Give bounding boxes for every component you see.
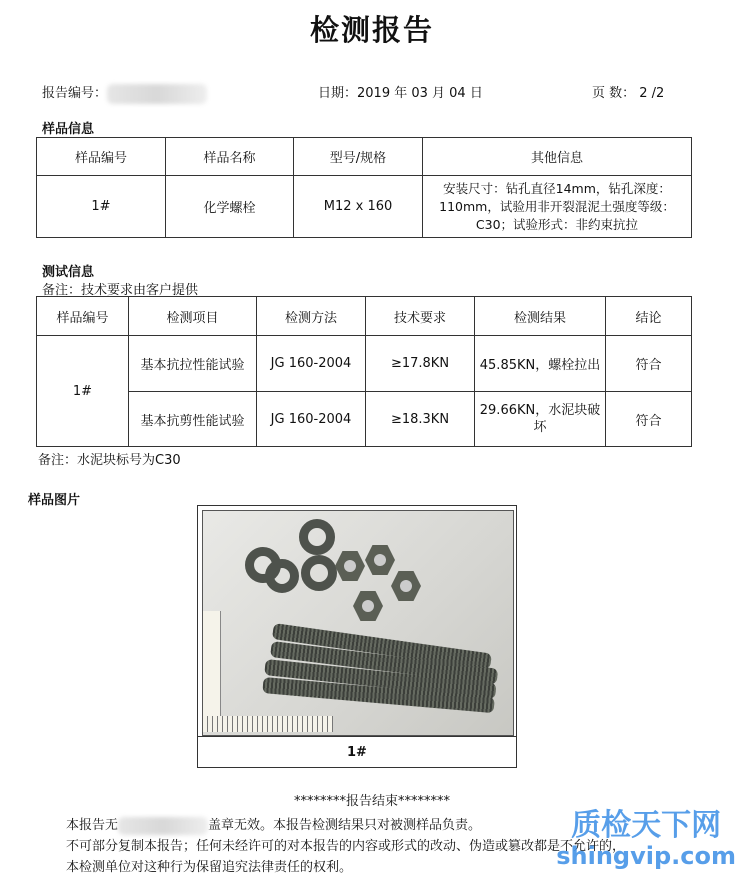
sample-photo (202, 510, 514, 736)
sample-no-cell: 1# (37, 336, 129, 447)
test-footnote: 备注：水泥块标号为C30 (38, 453, 181, 468)
statement-line (66, 815, 481, 836)
table-header-row (37, 297, 692, 336)
page-title: 检测报告 (309, 13, 434, 47)
test-item-cell: 基本抗剪性能试验 (129, 392, 257, 447)
watermark-logo (556, 810, 736, 870)
table-row (37, 176, 692, 238)
requirement-cell: ≥18.3KN (366, 392, 475, 447)
other-info-cell: 安装尺寸：钻孔直径14mm，钻孔深度：110mm，试验用非开裂混泥土强度等级：C30；试验形式：非约束抗拉 (423, 176, 692, 238)
result-cell: 29.66KN，水泥块破坏 (475, 392, 606, 447)
page-count: 页 数： 2 /2 (592, 86, 665, 101)
redacted-text (118, 817, 208, 835)
column-header: 型号/规格 (294, 138, 423, 176)
report-end: ********报告结束******** (293, 794, 450, 809)
watermark-cn: 质检天下网 (571, 808, 722, 843)
sample-photo-frame (197, 505, 517, 768)
model-cell: M12 x 160 (294, 176, 423, 238)
statement-text: 盖章无效。本报告检测结果只对被测样品负责。 (208, 818, 482, 833)
method-cell: JG 160-2004 (257, 392, 366, 447)
column-header: 样品名称 (166, 138, 294, 176)
conclusion-cell: 符合 (606, 336, 692, 392)
watermark-en: shingvip.com (556, 842, 736, 870)
photo-caption: 1# (198, 736, 516, 767)
statement-line: 不可部分复制本报告；任何未经许可的对本报告的内容或形式的改动、伪造或篡改都是不允许的， (66, 839, 626, 854)
result-cell: 45.85KN，螺栓拉出 (475, 336, 606, 392)
redacted-report-number (107, 84, 207, 104)
column-header: 检测结果 (475, 297, 606, 336)
test-info-heading: 测试信息 (42, 265, 95, 280)
test-item-cell: 基本抗拉性能试验 (129, 336, 257, 392)
statement-line: 本检测单位对这种行为保留追究法律责任的权利。 (66, 860, 353, 875)
photo-heading: 样品图片 (28, 493, 81, 508)
conclusion-cell: 符合 (606, 392, 692, 447)
column-header: 结论 (606, 297, 692, 336)
column-header: 技术要求 (366, 297, 475, 336)
report-number (42, 82, 207, 104)
report-date: 日期：2019 年 03 月 04 日 (318, 86, 483, 101)
sample-no-cell: 1# (37, 176, 166, 238)
table-row (37, 392, 692, 447)
sample-info-table (36, 137, 692, 238)
test-info-table (36, 296, 692, 447)
statement-text: 本报告无 (66, 818, 119, 833)
column-header: 检测项目 (129, 297, 257, 336)
column-header: 检测方法 (257, 297, 366, 336)
ruler (203, 611, 221, 731)
table-row (37, 336, 692, 392)
table-header-row (37, 138, 692, 176)
report-number-label: 报告编号： (42, 86, 108, 101)
column-header: 样品编号 (37, 138, 166, 176)
column-header: 样品编号 (37, 297, 129, 336)
method-cell: JG 160-2004 (257, 336, 366, 392)
requirement-cell: ≥17.8KN (366, 336, 475, 392)
ruler (203, 716, 333, 732)
test-info-note: 备注：技术要求由客户提供 (42, 283, 199, 298)
column-header: 其他信息 (423, 138, 692, 176)
sample-info-heading: 样品信息 (42, 122, 95, 137)
sample-name-cell: 化学螺栓 (166, 176, 294, 238)
